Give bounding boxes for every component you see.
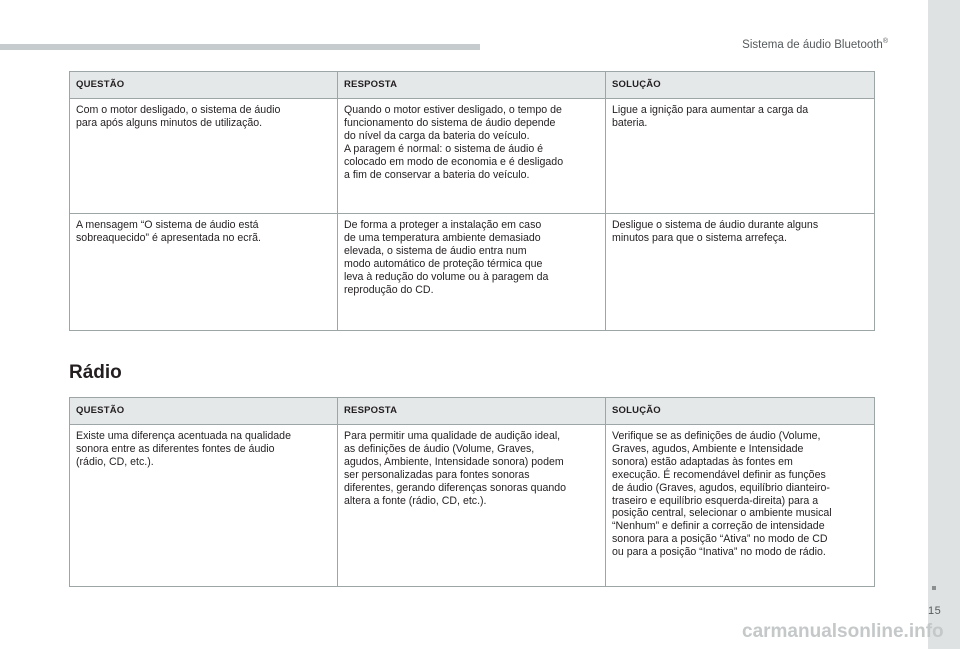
watermark-text: carmanualsonline.info — [742, 621, 944, 642]
solution-cell: Desligue o sistema de áudio durante alguns minutos para que o sistema arrefeça. — [606, 214, 875, 331]
page-number: 15 — [928, 605, 942, 617]
answer-cell: Quando o motor estiver desligado, o tempo de funcionamento do sistema de áudio depende do nível da carga da bateria do veículo. A paragem é normal: o sistema de áudio é colocado em modo de economia e é desligado a fim de conservar a bateria do veículo. — [338, 99, 606, 214]
registered-mark: ® — [882, 38, 888, 45]
column-header-question: QUESTÃO — [70, 72, 338, 99]
solution-cell: Ligue a ignição para aumentar a carga da bateria. — [606, 99, 875, 214]
column-header-solution: SOLUÇÃO — [606, 72, 875, 99]
page-marker — [932, 586, 936, 590]
header-title-text: Sistema de áudio Bluetooth — [742, 38, 883, 51]
table-header-row — [70, 72, 875, 99]
question-cell: A mensagem “O sistema de áudio está sobreaquecido” é apresentada no ecrã. — [70, 214, 338, 331]
solution-cell: Verifique se as definições de áudio (Volume, Graves, agudos, Ambiente e Intensidade sonora) estão adaptadas às fontes em execução. É recomendável definir as funções de áudio (Graves, agudos, equilíbrio dianteiro- traseiro e equilíbrio esquerda-direita) para a posição central, selecionar o ambiente musical “Nenhum” e definir a correção de intensidade sonora para a posição “Ativa” no modo de CD ou para a posição “Inativa” no modo de rádio. — [606, 425, 875, 587]
question-cell: Existe uma diferença acentuada na qualidade sonora entre as diferentes fontes de áudio (rádio, CD, etc.). — [70, 425, 338, 587]
column-header-answer: RESPOSTA — [338, 72, 606, 99]
answer-cell: Para permitir uma qualidade de audição ideal, as definições de áudio (Volume, Graves, agudos, Ambiente, Intensidade sonora) podem ser personalizadas para fontes sonoras diferentes, gerando diferenças sonoras quando altera a fonte (rádio, CD, etc.). — [338, 425, 606, 587]
table-header-row — [70, 398, 875, 425]
answer-cell: De forma a proteger a instalação em caso de uma temperatura ambiente demasiado elevada, o sistema de áudio entra num modo automático de proteção térmica que leva à redução do volume ou à paragem da reprodução do CD. — [338, 214, 606, 331]
question-cell: Com o motor desligado, o sistema de áudio para após alguns minutos de utilização. — [70, 99, 338, 214]
column-header-solution: SOLUÇÃO — [606, 398, 875, 425]
troubleshooting-table-audio — [69, 71, 875, 331]
page-header-title — [742, 38, 888, 51]
table-row — [70, 425, 875, 587]
table-row — [70, 99, 875, 214]
header-rule — [0, 44, 480, 50]
troubleshooting-table-radio — [69, 397, 875, 587]
page-side-strip — [928, 0, 960, 649]
column-header-answer: RESPOSTA — [338, 398, 606, 425]
table-row — [70, 214, 875, 331]
column-header-question: QUESTÃO — [70, 398, 338, 425]
section-heading-radio: Rádio — [69, 362, 122, 383]
